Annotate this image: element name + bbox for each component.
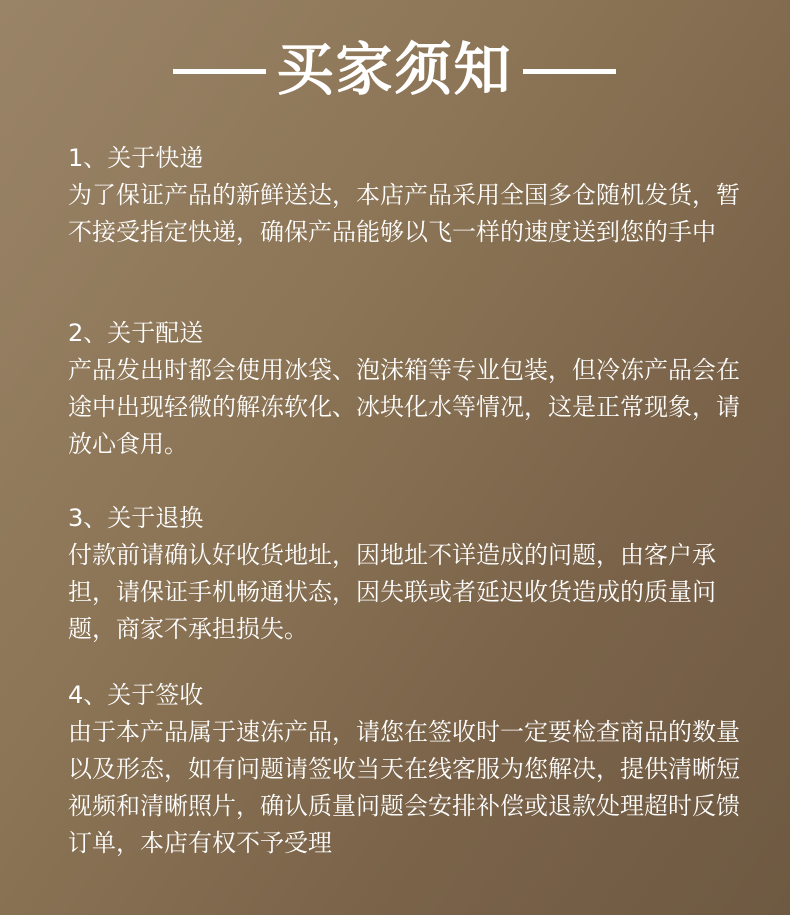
notice-section-express	[68, 140, 748, 251]
section-body: 为了保证产品的新鲜送达，本店产品采用全国多仓随机发货，暂不接受指定快递，确保产品能够以飞一样的速度送到您的手中	[68, 181, 740, 246]
title-decoration-line-right	[523, 69, 616, 74]
page-title: 买家须知	[276, 37, 513, 103]
section-heading: 3、关于退换	[68, 504, 204, 532]
title-decoration-line-left	[173, 69, 266, 74]
header	[0, 28, 790, 108]
notice-section-delivery	[68, 315, 748, 463]
section-body: 付款前请确认好收货地址，因地址不详造成的问题，由客户承担，请保证手机畅通状态，因失联或者延迟收货造成的质量问题，商家不承担损失。	[68, 541, 716, 643]
notice-section-receipt	[68, 677, 748, 862]
section-heading: 1、关于快递	[68, 144, 204, 172]
section-heading: 4、关于签收	[68, 681, 204, 709]
section-heading: 2、关于配送	[68, 319, 204, 347]
notice-section-returns	[68, 500, 748, 648]
section-body: 由于本产品属于速冻产品，请您在签收时一定要检查商品的数量以及形态，如有问题请签收当天在线客服为您解决，提供清晰短视频和清晰照片，确认质量问题会安排补偿或退款处理超时反馈订单，本店有权不予受理	[68, 718, 740, 857]
section-body: 产品发出时都会使用冰袋、泡沫箱等专业包装，但冷冻产品会在途中出现轻微的解冻软化、冰块化水等情况，这是正常现象，请放心食用。	[68, 356, 740, 458]
